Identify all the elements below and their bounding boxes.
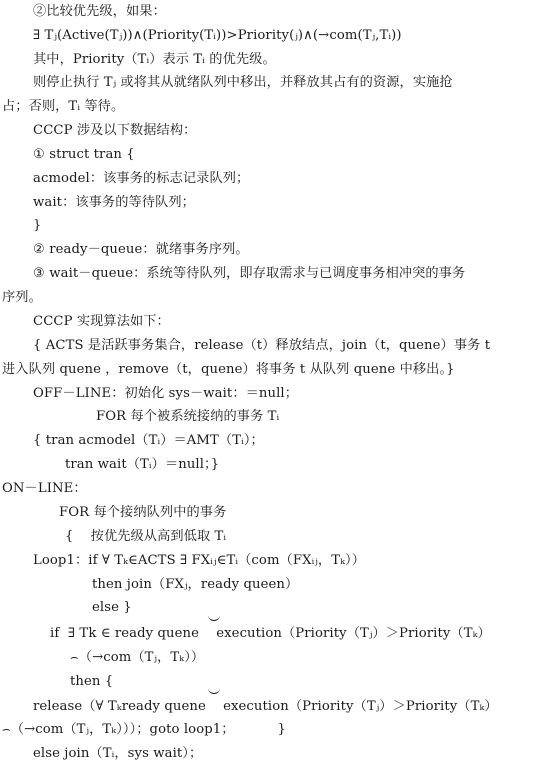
line-24: Loop1：if ∀ Tₖ∈ACTS ∃ FXᵢⱼ∈Tᵢ（com（FXᵢⱼ，Tₖ））: [33, 553, 365, 568]
line-23: { 按优先级从高到低取 Tᵢ: [65, 529, 227, 544]
line-31: ⌢（→com（Tⱼ，Tₖ）））；goto loop1； }: [2, 722, 286, 737]
line-30: release（∀ Tₖready quene execution（Priority（Tⱼ）＞Priority（Tₖ）: [33, 699, 498, 714]
line-1: ②比较优先级，如果：: [33, 4, 166, 19]
line-12: ③ wait－queue：系统等待队列，即存取需求与已调度事务相冲突的事务: [33, 266, 466, 281]
line-15: { ACTS 是活跃事务集合，release（t）释放结点，join（t，quene）事务 t: [33, 338, 491, 353]
line-25: then join（FXⱼ，ready queen）: [92, 577, 299, 592]
line-7: ① struct tran {: [33, 147, 135, 162]
line-27: if ∃ Tk ∈ ready quene execution（Priority（Tⱼ）＞Priority（Tₖ）: [50, 626, 491, 641]
line-4: 则停止执行 Tⱼ 或将其从就绪队列中移出，并释放其占有的资源，实施抢: [33, 75, 453, 90]
line-10: }: [33, 218, 42, 233]
line-17: OFF－LINE：初始化 sys－wait：＝null；: [33, 386, 298, 401]
line-5: 占；否则，Tᵢ 等待。: [2, 99, 125, 114]
line-2: ∃ Tⱼ(Active(Tⱼ))∧(Priority(Tᵢ))>Priority(ⱼ)∧(→com(Tⱼ,Tᵢ)): [33, 28, 402, 43]
line-29: then {: [70, 674, 114, 689]
line-9: wait：该事务的等待队列；: [33, 195, 195, 210]
line-22: FOR 每个接纳队列中的事务: [59, 505, 227, 520]
line-18: FOR 每个被系统接纳的事务 Tᵢ: [96, 409, 280, 424]
combining-arc-mark: [208, 614, 220, 621]
line-19: { tran acmodel（Tᵢ）＝AMT（Tᵢ）；: [33, 433, 264, 448]
line-8: acmodel：该事务的标志记录队列；: [33, 171, 250, 186]
line-26: else }: [92, 600, 132, 615]
line-3: 其中，Priority（Tᵢ）表示 Tᵢ 的优先级。: [33, 52, 276, 67]
line-16: 进入队列 quene ，remove（t，quene）将事务 t 从队列 quene 中移出。}: [2, 362, 455, 377]
line-20: tran wait（Tᵢ）＝null；}: [65, 457, 220, 472]
line-6: CCCP 涉及以下数据结构：: [33, 123, 197, 138]
line-11: ② ready－queue：就绪事务序列。: [33, 242, 249, 257]
line-13: 序列。: [2, 290, 42, 305]
combining-arc-mark: [208, 687, 220, 694]
line-14: CCCP 实现算法如下：: [33, 314, 170, 329]
line-28: ⌢（→com（Tⱼ，Tₖ））: [70, 650, 205, 665]
line-32: else join（Tᵢ，sys wait）；: [33, 746, 203, 761]
line-21: ON－LINE：: [2, 481, 87, 496]
